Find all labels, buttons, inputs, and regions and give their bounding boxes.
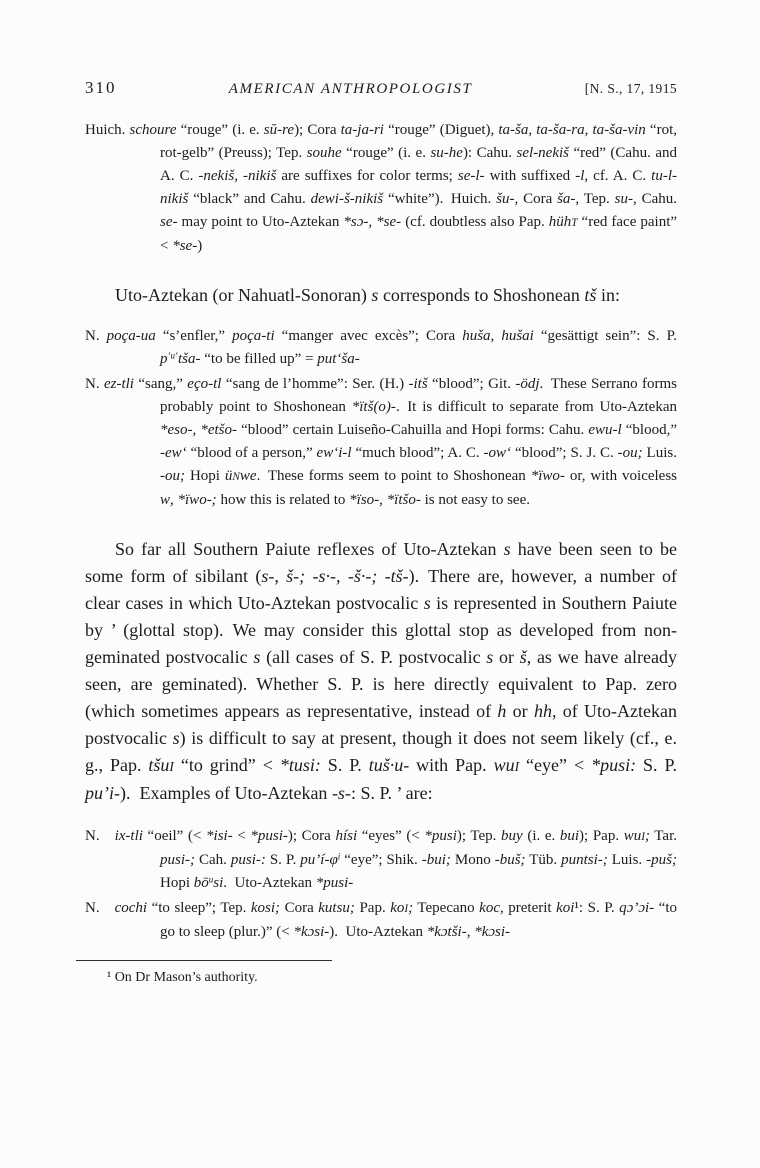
paragraph-huichol-rouge: Huich. schoure “rouge” (i. e. sŭ-re); Cora ta-ja-ri “rouge” (Diguet), ta-ša, ta-ša-ra, ta-ša-vin “rot, rot-gelb” (Preuss); Tep. souhe “rouge” (i. e. su-he): Cahu. sel-nekiš “red” (Cahu. and A. C. -nekiš, -nikiš are suffixes for color terms; se-l- with suffixed -l, cf. A. C. tu-l-nikiš “black” and Cahu. dewi-š-nikiš “white”). Huich. šu-, Cora ša-, Tep. su-, Cahu. se- may point to Uto-Aztekan *sɔ-, *se- (cf. doubtless also Pap. hühT “red face paint” < *se-)	[85, 122, 678, 254]
footnote-rule	[76, 960, 332, 961]
page-content	[85, 0, 677, 988]
entry-poca-ua: N. poça-ua “s’enfler,” poça-ti “manger avec excès”; Cora huša, hušai “gesättigt sein”: S. P. $p^{‘u‘}tša-$ “to be filled up” = put‘ša-	[85, 328, 677, 367]
paragraph-uto-aztekan-s: Uto-Aztekan (or Nahuatl-Sonoran) s corresponds to Shoshonean tš in:	[115, 285, 620, 305]
issue-info: [N. S., 17, 1915	[584, 81, 677, 96]
paragraph-southern-paiute-reflexes: So far all Southern Paiute reflexes of Uto-Aztekan s have been seen to be some form of sibilant (s-, š-; -s·-, -š·-; -tš-). There are, however, a number of clear cases in which Uto-Aztekan postvocalic s is represented in Southern Paiute by ’ (glottal stop). We may consider this glottal stop as developed from non-geminated postvocalic s (all cases of S. P. postvocalic s or š, as we have already seen, are geminated). Whether S. P. is here directly equivalent to Pap. zero (which sometimes appears as representative, instead of h or hh, of Uto-Aztekan postvocalic s) is difficult to say at present, though it does not seem likely (cf., e. g., Pap. tšuI “to grind” < *tusi: S. P. tuš·u- with Pap. wuI “eye” < *pusi: S. P. pu’i-). Examples of Uto-Aztekan -s-: S. P. ’ are:	[85, 539, 678, 803]
entry-ez-tli: N. ez-tli “sang,” eço-tl “sang de l’homme”: Ser. (H.) -itš “blood”; Git. -ödj. These Serrano forms probably point to Shoshonean *ïtš(o)-. It is difficult to separate from Uto-Aztekan *eso-, *etšo- “blood” certain Luiseño-Cahuilla and Hopi forms: Cahu. ewu-l “blood,” -ew‘ “blood of a person,” ew‘i-l “much blood”; A. C. -ow‘ “blood”; S. J. C. -ou; Luis. -ou; Hopi üNwe. These forms seem to point to Shoshonean *ïwo- or, with voiceless w, *ïwo-; how this is related to *ïso-, *ïtšo- is not easy to see.	[85, 376, 678, 508]
footnote	[85, 960, 677, 988]
journal-title: AMERICAN ANTHROPOLOGIST	[228, 81, 473, 97]
page-number: 310	[85, 78, 117, 97]
footnote-text: ¹ On Dr Mason’s authority.	[107, 970, 258, 985]
entry-cochi: N. cochi “to sleep”; Tep. kosi; Cora kutsu; Pap. koI; Tepecano koc, preterit koi¹: S. P. qɔ’ɔi- “to go to sleep (plur.)” (< *kɔsi-). Uto-Aztekan *kɔtši-, *kɔsi-	[85, 900, 677, 940]
running-head	[85, 0, 677, 98]
entry-ix-tli: N. ix-tli “oeil” (< *isi- < *pusi-); Cora hísi “eyes” (< *pusi); Tep. buy (i. e. bui); Pap. wuI; Tar. pusi-; Cah. pusi-: S. P. $pu’í-\varphi^i$ “eye”; Shik. -bui; Mono -buš; Tüb. puntsi-; Luis. -puš; Hopi $bō^usi$. Uto-Aztekan *pusi-	[85, 828, 677, 891]
